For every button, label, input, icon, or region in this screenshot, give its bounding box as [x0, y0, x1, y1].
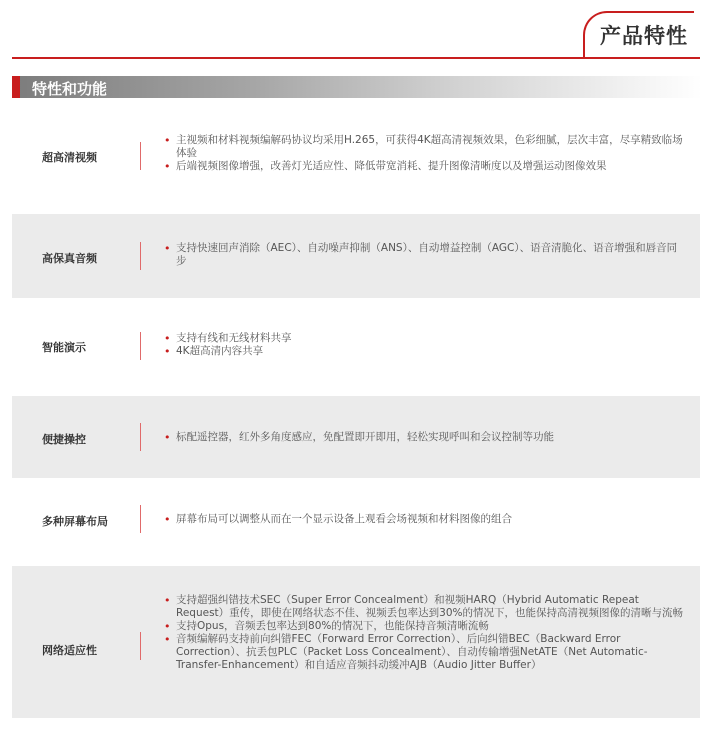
- feature-label: 网络适应性: [42, 644, 97, 657]
- title-underline: [12, 57, 700, 59]
- feature-row-smart-presentation: [12, 312, 700, 384]
- feature-bullet: • 4K超高清内容共享: [176, 345, 686, 358]
- feature-row-screen-layout: [12, 488, 700, 550]
- feature-bullets: [176, 513, 686, 526]
- feature-bullet: • 标配遥控器，红外多角度感应，免配置即开即用，轻松实现呼叫和会议控制等功能: [176, 431, 686, 444]
- feature-bullet: • 支持Opus，音频丢包率达到80%的情况下，也能保持音频清晰流畅: [176, 620, 686, 633]
- feature-row-easy-control: [12, 396, 700, 478]
- feature-bullets: [176, 431, 686, 444]
- feature-bullet: • 支持有线和无线材料共享: [176, 332, 686, 345]
- feature-bullet: • 后端视频图像增强，改善灯光适应性、降低带宽消耗、提升图像清晰度以及增强运动图像效果: [176, 160, 686, 173]
- feature-label: 高保真音频: [42, 252, 97, 265]
- feature-row-network-adaptability: [12, 566, 700, 718]
- section-title: 特性和功能: [32, 80, 108, 98]
- feature-label: 超高清视频: [42, 151, 97, 164]
- feature-bullet: • 主视频和材料视频编解码协议均采用H.265，可获得4K超高清视频效果，色彩细腻，层次丰富，尽享精致临场体验: [176, 134, 686, 160]
- feature-bullet: • 屏幕布局可以调整从而在一个显示设备上观看会场视频和材料图像的组合: [176, 513, 686, 526]
- feature-label: 便捷操控: [42, 433, 86, 446]
- page-title: 产品特性: [600, 24, 688, 48]
- feature-bullet: • 支持快速回声消除（AEC）、自动噪声抑制（ANS）、自动增益控制（AGC）、语音清脆化、语音增强和唇音同步: [176, 242, 686, 268]
- feature-label: 智能演示: [42, 341, 86, 354]
- feature-bullets: [176, 134, 686, 173]
- row-divider: [140, 142, 141, 170]
- row-divider: [140, 632, 141, 660]
- feature-bullet: • 音频编解码支持前向纠错FEC（Forward Error Correction）、后向纠错BEC（Backward Error Correction）、抗丢包PLC（Packet Loss Concealment）、自动传输增强NetATE（Net Automatic-Transfer-Enhancement）和自适应音频抖动缓冲AJB（Audio Jitter Buffer）: [176, 633, 686, 672]
- row-divider: [140, 505, 141, 533]
- feature-label: 多种屏幕布局: [42, 515, 108, 528]
- feature-bullets: [176, 242, 686, 268]
- feature-row-hifi-audio: [12, 214, 700, 298]
- feature-bullets: [176, 594, 686, 672]
- feature-bullet: • 支持超强纠错技术SEC（Super Error Concealment）和视频HARQ（Hybrid Automatic Repeat Request）重传，即使在网络状态不佳、视频丢包率达到30%的情况下，也能保持高清视频图像的清晰与流畅: [176, 594, 686, 620]
- row-divider: [140, 242, 141, 270]
- section-accent-mark: [12, 76, 20, 98]
- feature-row-uhd-video: [12, 120, 700, 192]
- row-divider: [140, 332, 141, 360]
- section-header-bar: [12, 76, 702, 98]
- row-divider: [140, 423, 141, 451]
- feature-bullets: [176, 332, 686, 358]
